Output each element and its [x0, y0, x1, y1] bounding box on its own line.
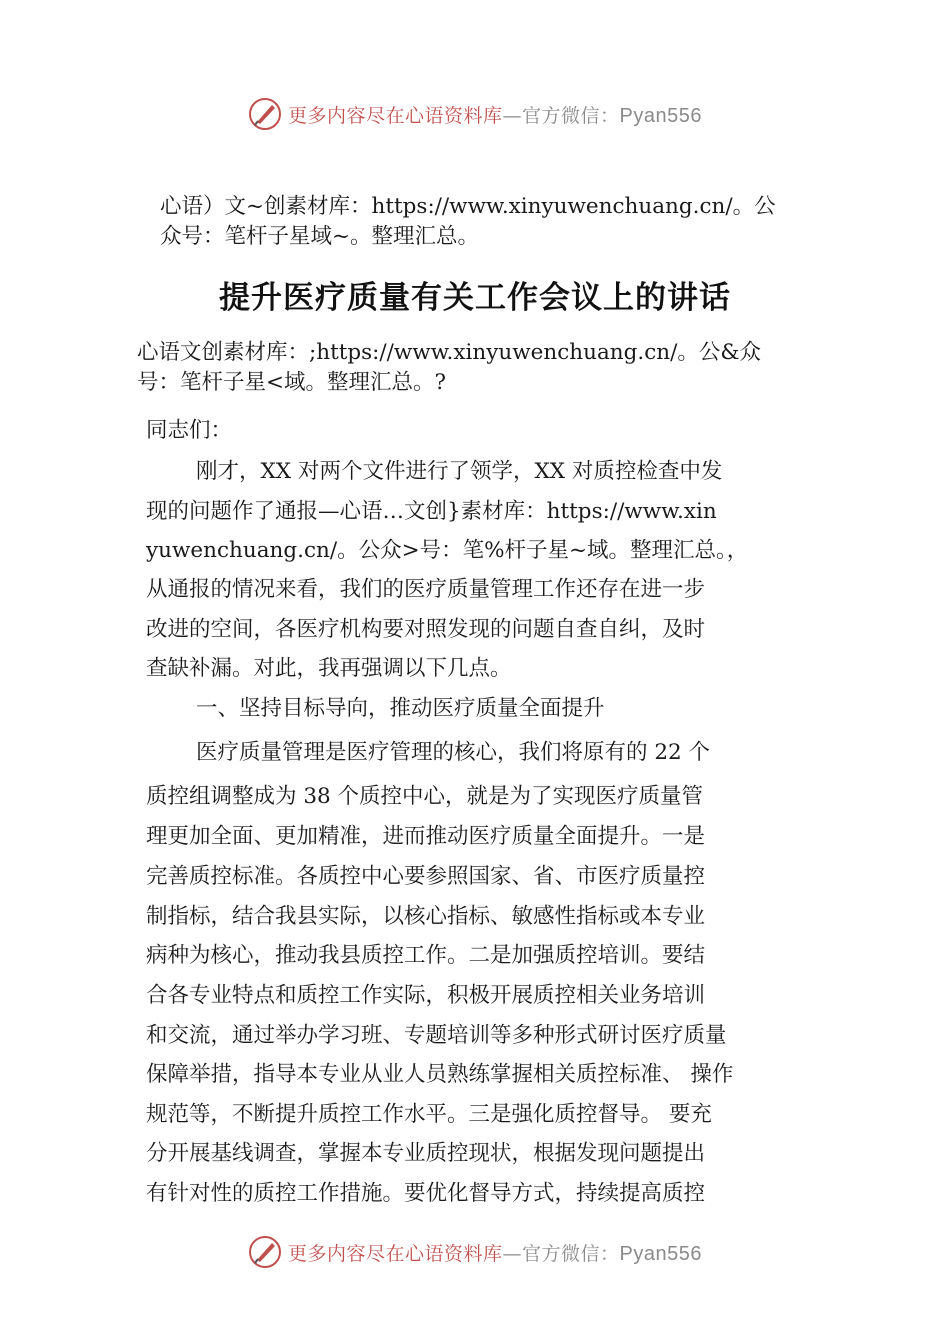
- body-line: 改进的空间，各医疗机构要对照发现的问题自查自纠，及时: [146, 617, 706, 642]
- body-line: 保障举措，指导本专业从业人员熟练掌握相关质控标准、 操作: [146, 1062, 734, 1087]
- section-heading: 一、坚持目标导向，推动医疗质量全面提升: [196, 696, 605, 721]
- banner-handle: Pyan556: [619, 104, 702, 127]
- header-banner: [0, 94, 950, 134]
- body-line: 和交流，通过举办学习班、专题培训等多种形式研讨医疗质量: [146, 1023, 727, 1048]
- intro-line: 心语）文~创素材库：https://www.xinyuwenchuang.cn/。公: [160, 194, 776, 219]
- body-line: 有针对性的质控工作措施。要优化督导方式，持续提高质控: [146, 1181, 706, 1206]
- body-line: 质控组调整成为 38 个质控中心，就是为了实现医疗质量管: [146, 784, 704, 809]
- body-line: 规范等，不断提升质控工作水平。三是强化质控督导。 要充: [146, 1102, 712, 1127]
- banner-text: [288, 1239, 702, 1266]
- page-title: 提升医疗质量有关工作会议上的讲话: [219, 280, 731, 316]
- body-line: 病种为核心，推动我县质控工作。二是加强质控培训。要结: [146, 943, 706, 968]
- banner-dash: —: [502, 1242, 523, 1265]
- body-line: 制指标，结合我县实际，以核心指标、敏感性指标或本专业: [146, 904, 706, 929]
- banner-main: 更多内容尽在心语资料库: [288, 1242, 503, 1265]
- subnote-line: 心语文创素材库：;https://www.xinyuwenchuang.cn/。公&众: [137, 340, 761, 365]
- body-line: 现的问题作了通报—心语…文创}素材库：https://www.xin: [146, 499, 717, 524]
- intro-line: 众号：笔杆子星域~。整理汇总。: [160, 224, 480, 249]
- body-line: 合各专业特点和质控工作实际，积极开展质控相关业务培训: [146, 983, 706, 1008]
- body-line: 医疗质量管理是医疗管理的核心，我们将原有的 22 个: [196, 740, 711, 765]
- subnote-line: 号：笔杆子星<域。整理汇总。?: [137, 370, 447, 395]
- banner-text: [288, 101, 702, 128]
- body-line: 理更加全面、更加精准，进而推动医疗质量全面提升。一是: [146, 824, 706, 849]
- banner-handle: Pyan556: [619, 1242, 702, 1265]
- footer-banner: [0, 1232, 950, 1272]
- banner-main: 更多内容尽在心语资料库: [288, 104, 503, 127]
- banner-wechat-label: 官方微信：: [522, 1242, 620, 1265]
- body-line: 完善质控标准。各质控中心要参照国家、省、市医疗质量控: [146, 864, 706, 889]
- body-line: 从通报的情况来看，我们的医疗质量管理工作还存在进一步: [146, 577, 706, 602]
- body-line: 查缺补漏。对此，我再强调以下几点。: [146, 656, 512, 681]
- banner-dash: —: [502, 104, 523, 127]
- salutation: 同志们：: [146, 418, 233, 443]
- body-line: 分开展基线调查，掌握本专业质控现状，根据发现问题提出: [146, 1141, 706, 1166]
- quill-pen-icon: [248, 97, 282, 131]
- quill-pen-icon: [248, 1235, 282, 1269]
- body-line: yuwenchuang.cn/。公众>号：笔%杆子星~域。整理汇总。，: [146, 538, 749, 563]
- banner-wechat-label: 官方微信：: [522, 104, 620, 127]
- body-line: 刚才，XX 对两个文件进行了领学，XX 对质控检查中发: [196, 459, 723, 484]
